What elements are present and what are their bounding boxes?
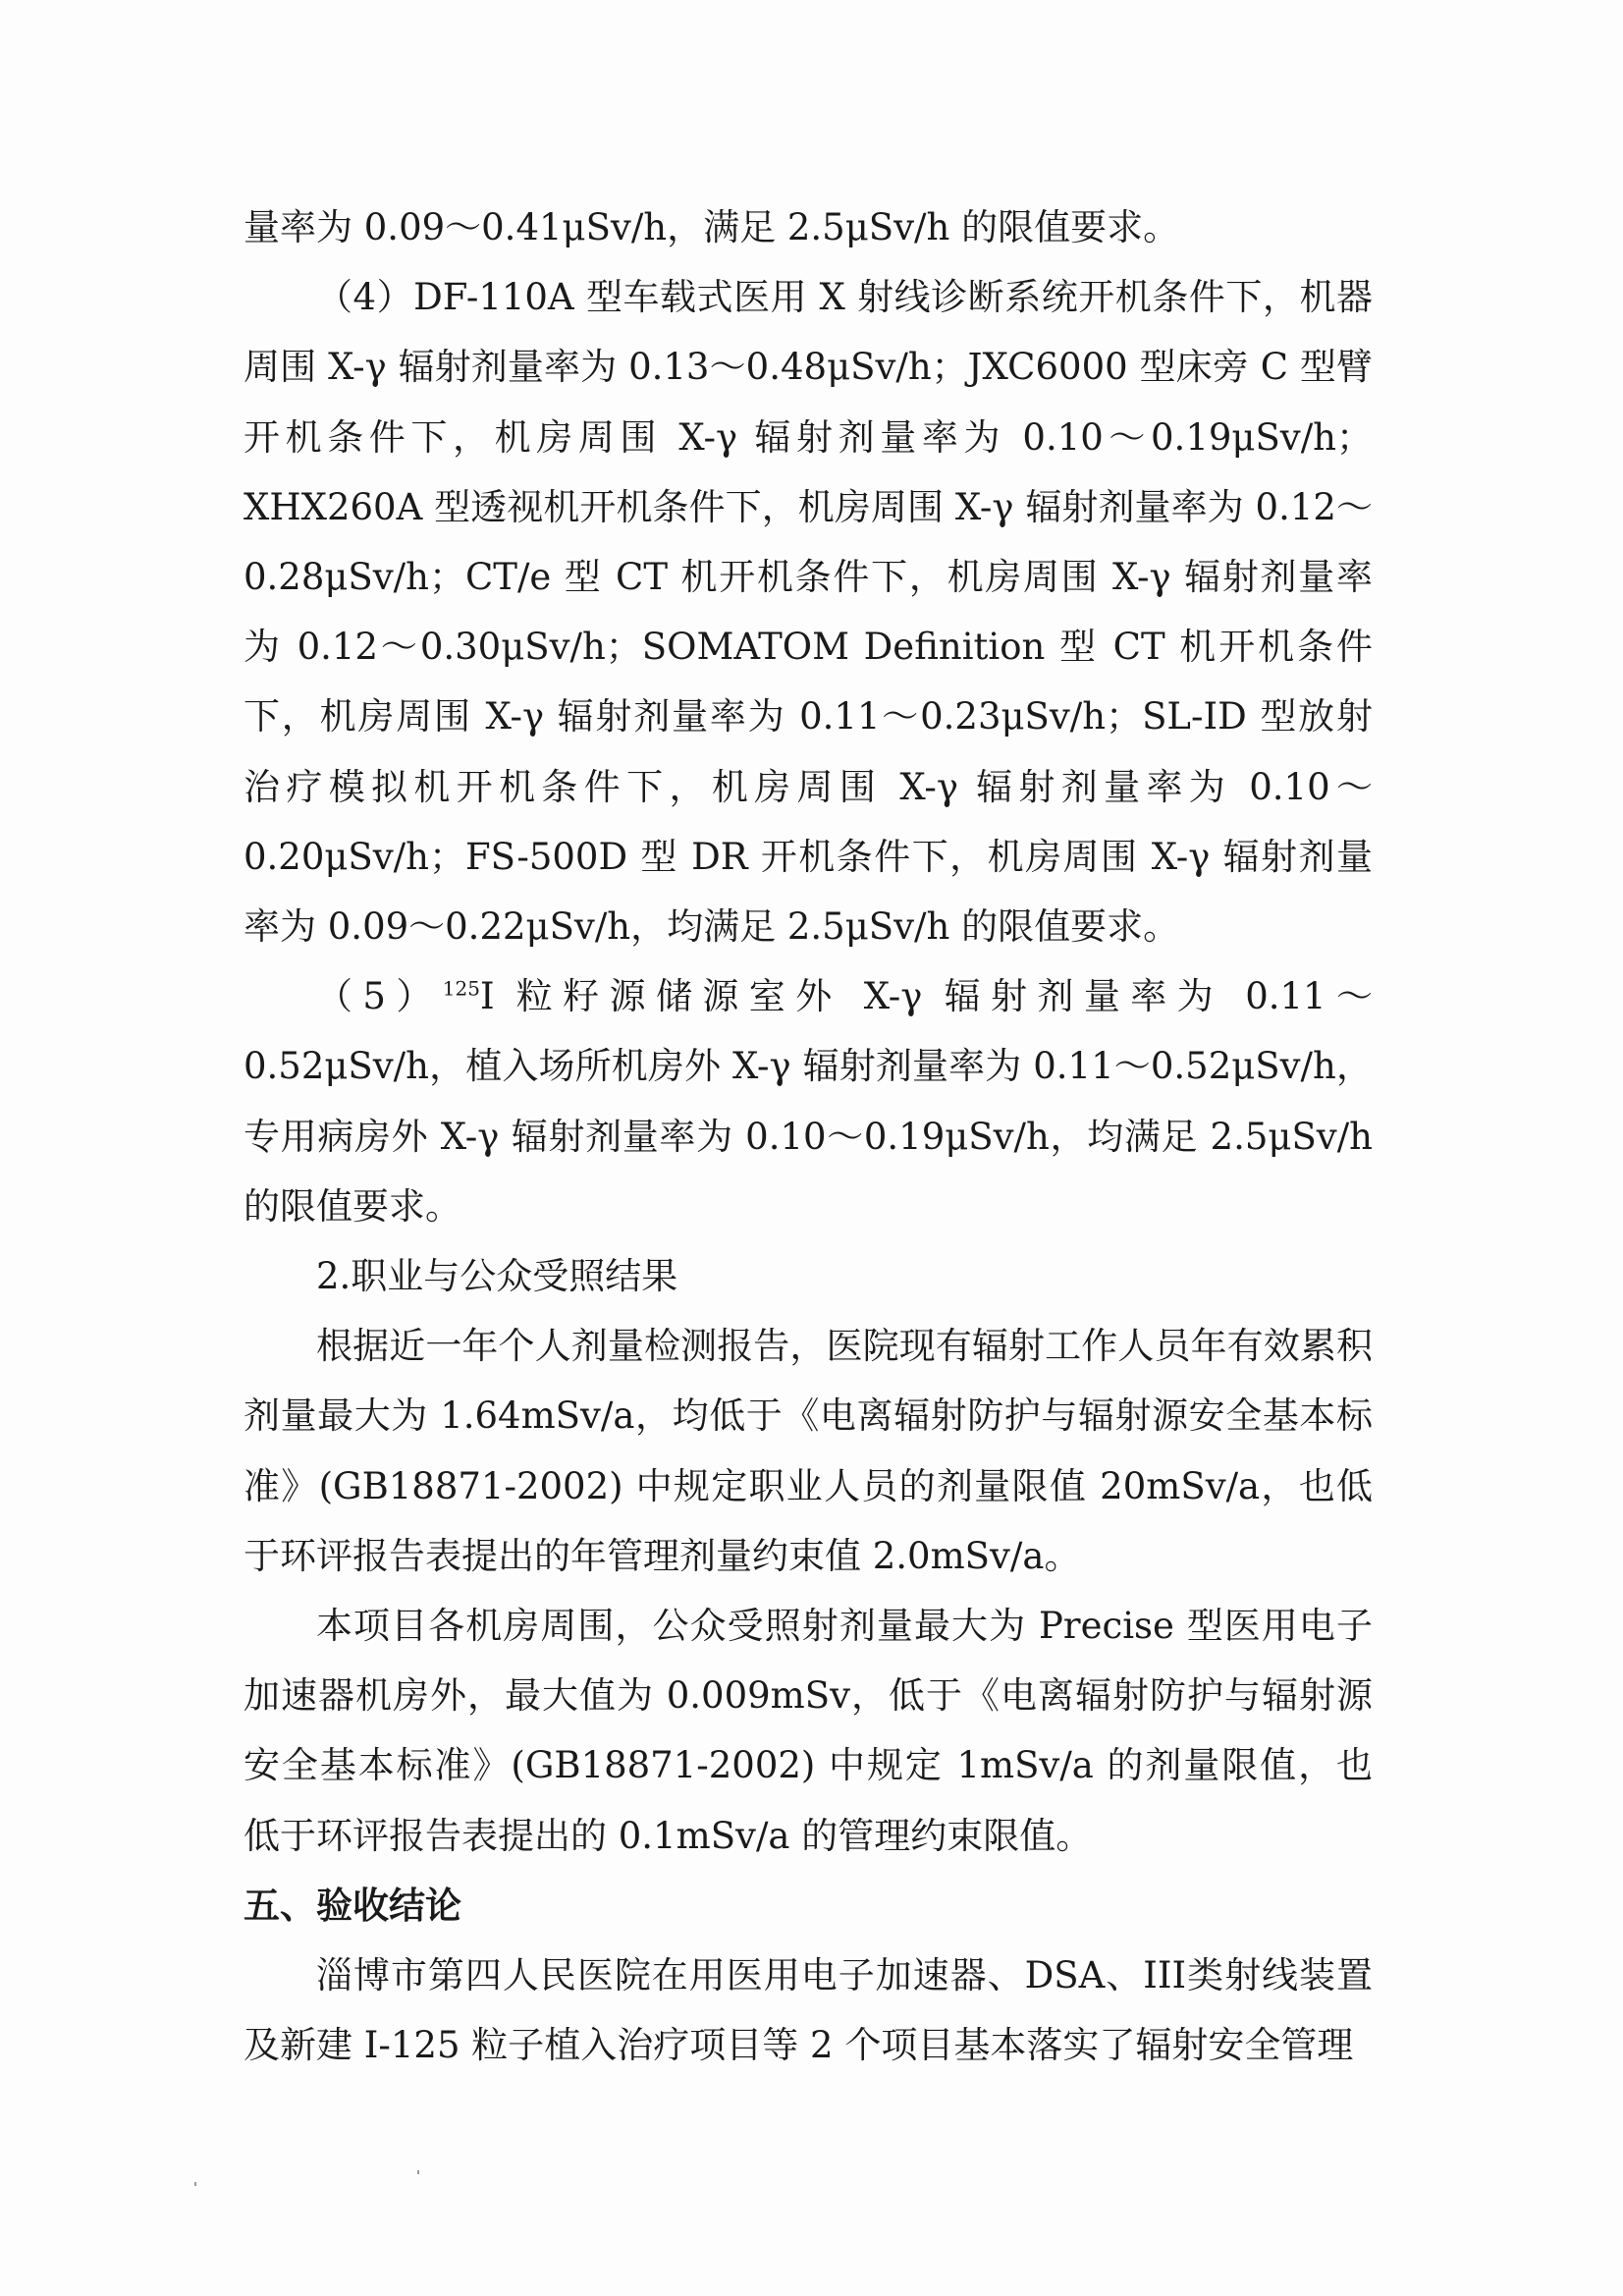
scan-speck [417,2170,419,2174]
item-5-prefix: （5） [316,975,443,1018]
body-text [243,192,1373,2080]
subheading-occupational-public: 2.职业与公众受照结果 [316,1255,678,1298]
paragraph-item-5 [243,961,1373,1241]
paragraph-item-4: （4）DF-110A 型车载式医用 X 射线诊断系统开机条件下，机器周围 X-γ 辐射剂量率为 0.13～0.48μSv/h；JXC6000 型床旁 C 型臂开机条件下，机房周围 X-γ 辐射剂量率为 0.10～0.19μSv/h；XHX260A 型透视机开机条件下，机房周围 X-γ 辐射剂量率为 0.12～0.28μSv/h；CT/e 型 CT 机开机条件下，机房周围 X-γ 辐射剂量率为 0.12～0.30μSv/h；SOMATOM Definition 型 CT 机开机条件下，机房周围 X-γ 辐射剂量率为 0.11～0.23μSv/h；SL-ID 型放射治疗模拟机开机条件下，机房周围 X-γ 辐射剂量率为 0.10～0.20μSv/h；FS-500D 型 DR 开机条件下，机房周围 X-γ 辐射剂量率为 0.09～0.22μSv/h，均满足 2.5μSv/h 的限值要求。 [243,276,1373,949]
paragraph-conclusion: 淄博市第四人民医院在用医用电子加速器、DSA、III类射线装置及新建 I-125 粒子植入治疗项目等 2 个项目基本落实了辐射安全管理 [243,1954,1373,2067]
isotope-mass-number: 125 [442,976,480,1001]
item-5-text: I 粒籽源储源室外 X-γ 辐射剂量率为 0.11～0.52μSv/h，植入场所机房外 X-γ 辐射剂量率为 0.11～0.52μSv/h，专用病房外 X-γ 辐射剂量率为 0.10～0.19μSv/h，均满足 2.5μSv/h 的限值要求。 [243,975,1374,1228]
section-heading-conclusion: 五、验收结论 [243,1884,461,1927]
paragraph-occupational-dose: 根据近一年个人剂量检测报告，医院现有辐射工作人员年有效累积剂量最大为 1.64mSv/a，均低于《电离辐射防护与辐射源安全基本标准》(GB18871-2002) 中规定职业人员的剂量限值 20mSv/a，也低于环评报告表提出的年管理剂量约束值 2.0mSv/a。 [243,1325,1373,1577]
paragraph-public-dose: 本项目各机房周围，公众受照射剂量最大为 Precise 型医用电子加速器机房外，最大值为 0.009mSv，低于《电离辐射防护与辐射源安全基本标准》(GB18871-2002) 中规定 1mSv/a 的剂量限值，也低于环评报告表提出的 0.1mSv/a 的管理约束限值。 [243,1605,1373,1857]
paragraph-dose-rate-cont: 量率为 0.09～0.41μSv/h，满足 2.5μSv/h 的限值要求。 [243,206,1180,248]
scan-speck [194,2182,196,2186]
